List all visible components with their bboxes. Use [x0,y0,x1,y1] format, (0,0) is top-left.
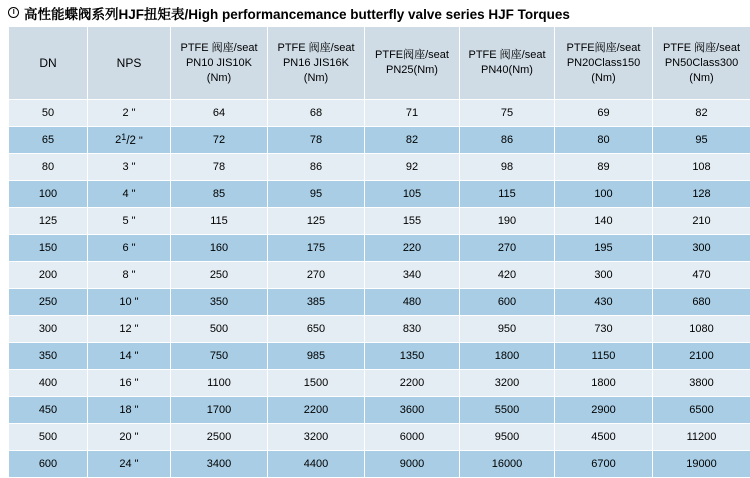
cell-pn16: 78 [268,127,365,154]
cell-pn16: 86 [268,154,365,181]
cell-pn25: 155 [365,208,460,235]
cell-pn40: 600 [460,289,555,316]
cell-pn16: 270 [268,262,365,289]
cell-class300: 6500 [653,397,750,424]
torque-table [8,26,750,478]
column-header-class300-line-2: PN50Class300 [653,56,750,71]
table-row [9,181,750,208]
cell-nps [88,127,171,154]
column-header-pn40 [460,27,555,100]
table-body [9,100,750,478]
cell-class300: 3800 [653,370,750,397]
column-header-pn16-line-3: (Nm) [268,71,364,86]
cell-class150: 6700 [555,451,653,478]
cell-pn10: 64 [171,100,268,127]
cell-pn16: 95 [268,181,365,208]
page-title: 高性能蝶阀系列HJF扭矩表/High performancemance butterfly valve series HJF Torques [24,3,570,23]
table-header-row [9,27,750,100]
cell-nps: 12 " [88,316,171,343]
cell-class300: 108 [653,154,750,181]
cell-class150: 4500 [555,424,653,451]
cell-class150: 195 [555,235,653,262]
cell-pn10: 115 [171,208,268,235]
cell-nps-whole: 2 [115,135,121,147]
cell-nps-numerator: 1 [121,133,126,142]
cell-pn40: 75 [460,100,555,127]
circled-bullet-icon [8,7,19,18]
cell-pn10: 1100 [171,370,268,397]
column-header-pn25-line-1: PTFE阀座/seat [365,48,459,63]
cell-nps-denominator: 2 [130,135,136,147]
table-row [9,370,750,397]
table-header [9,27,750,100]
cell-pn40: 115 [460,181,555,208]
column-header-dn-line-1: DN [9,56,87,71]
cell-dn: 300 [9,316,88,343]
cell-pn40: 98 [460,154,555,181]
cell-class300: 470 [653,262,750,289]
cell-pn25: 6000 [365,424,460,451]
column-header-pn10 [171,27,268,100]
column-header-dn [9,27,88,100]
column-header-pn40-line-2: PN40(Nm) [460,63,554,78]
cell-nps: 14 " [88,343,171,370]
cell-dn: 80 [9,154,88,181]
cell-pn16: 385 [268,289,365,316]
column-header-class150-line-2: PN20Class150 [555,56,652,71]
cell-class300: 19000 [653,451,750,478]
column-header-pn16-line-1: PTFE 阀座/seat [268,41,364,56]
cell-pn10: 2500 [171,424,268,451]
cell-pn25: 105 [365,181,460,208]
column-header-class150-line-1: PTFE阀座/seat [555,41,652,56]
cell-pn10: 500 [171,316,268,343]
table-row [9,316,750,343]
cell-nps-slash: / [126,135,129,147]
cell-pn10: 3400 [171,451,268,478]
table-row [9,127,750,154]
cell-dn: 50 [9,100,88,127]
cell-pn16: 68 [268,100,365,127]
cell-pn10: 72 [171,127,268,154]
table-row [9,208,750,235]
cell-dn: 100 [9,181,88,208]
cell-dn: 400 [9,370,88,397]
column-header-pn16 [268,27,365,100]
cell-class300: 82 [653,100,750,127]
cell-class150: 80 [555,127,653,154]
cell-nps: 20 " [88,424,171,451]
column-header-pn10-line-2: PN10 JIS10K [171,56,267,71]
column-header-class300 [653,27,750,100]
cell-pn10: 350 [171,289,268,316]
cell-dn: 200 [9,262,88,289]
cell-pn25: 2200 [365,370,460,397]
column-header-pn10-line-1: PTFE 阀座/seat [171,41,267,56]
cell-nps: 18 " [88,397,171,424]
cell-pn16: 1500 [268,370,365,397]
table-row [9,262,750,289]
table-row [9,289,750,316]
column-header-pn40-line-1: PTFE 阀座/seat [460,48,554,63]
cell-class150: 100 [555,181,653,208]
cell-pn16: 175 [268,235,365,262]
cell-class300: 11200 [653,424,750,451]
cell-pn25: 830 [365,316,460,343]
column-header-class150-line-3: (Nm) [555,71,652,86]
cell-class150: 730 [555,316,653,343]
cell-dn: 500 [9,424,88,451]
cell-pn40: 3200 [460,370,555,397]
column-header-pn16-line-2: PN16 JIS16K [268,56,364,71]
column-header-class300-line-1: PTFE 阀座/seat [653,41,750,56]
table-row [9,100,750,127]
cell-class300: 95 [653,127,750,154]
cell-class150: 69 [555,100,653,127]
cell-class150: 300 [555,262,653,289]
column-header-nps [88,27,171,100]
cell-class300: 1080 [653,316,750,343]
cell-pn10: 78 [171,154,268,181]
cell-pn25: 340 [365,262,460,289]
cell-nps: 4 " [88,181,171,208]
cell-nps: 16 " [88,370,171,397]
column-header-class150 [555,27,653,100]
cell-pn10: 160 [171,235,268,262]
cell-pn40: 950 [460,316,555,343]
cell-pn25: 82 [365,127,460,154]
cell-pn40: 190 [460,208,555,235]
cell-class300: 128 [653,181,750,208]
cell-pn25: 3600 [365,397,460,424]
cell-class300: 210 [653,208,750,235]
cell-pn16: 4400 [268,451,365,478]
cell-class150: 1150 [555,343,653,370]
table-row [9,154,750,181]
column-header-nps-line-1: NPS [88,56,170,71]
cell-pn16: 3200 [268,424,365,451]
cell-nps: 3 " [88,154,171,181]
cell-dn: 65 [9,127,88,154]
cell-pn16: 650 [268,316,365,343]
cell-pn40: 9500 [460,424,555,451]
cell-pn40: 420 [460,262,555,289]
column-header-class300-line-3: (Nm) [653,71,750,86]
cell-pn40: 86 [460,127,555,154]
cell-class150: 430 [555,289,653,316]
cell-pn10: 85 [171,181,268,208]
cell-dn: 125 [9,208,88,235]
cell-pn16: 125 [268,208,365,235]
cell-pn40: 270 [460,235,555,262]
cell-class150: 2900 [555,397,653,424]
cell-pn25: 1350 [365,343,460,370]
cell-dn: 600 [9,451,88,478]
cell-nps: 10 " [88,289,171,316]
cell-pn25: 71 [365,100,460,127]
cell-pn25: 220 [365,235,460,262]
cell-pn10: 250 [171,262,268,289]
table-row [9,235,750,262]
cell-class150: 89 [555,154,653,181]
column-header-pn10-line-3: (Nm) [171,71,267,86]
cell-dn: 150 [9,235,88,262]
document-title-row [0,0,750,26]
cell-class300: 300 [653,235,750,262]
cell-class150: 1800 [555,370,653,397]
cell-pn40: 1800 [460,343,555,370]
cell-dn: 450 [9,397,88,424]
cell-pn25: 480 [365,289,460,316]
cell-nps-inch-mark: " [136,135,143,147]
cell-dn: 350 [9,343,88,370]
cell-class300: 2100 [653,343,750,370]
cell-pn10: 750 [171,343,268,370]
cell-pn10: 1700 [171,397,268,424]
cell-nps: 24 " [88,451,171,478]
cell-nps: 8 " [88,262,171,289]
cell-nps: 5 " [88,208,171,235]
table-row [9,424,750,451]
cell-pn25: 92 [365,154,460,181]
cell-class150: 140 [555,208,653,235]
column-header-pn25-line-2: PN25(Nm) [365,63,459,78]
table-row [9,397,750,424]
table-row [9,451,750,478]
cell-nps: 6 " [88,235,171,262]
cell-dn: 250 [9,289,88,316]
cell-pn25: 9000 [365,451,460,478]
cell-nps: 2 " [88,100,171,127]
cell-pn16: 985 [268,343,365,370]
cell-class300: 680 [653,289,750,316]
column-header-pn25 [365,27,460,100]
table-row [9,343,750,370]
cell-pn40: 16000 [460,451,555,478]
cell-pn40: 5500 [460,397,555,424]
cell-pn16: 2200 [268,397,365,424]
